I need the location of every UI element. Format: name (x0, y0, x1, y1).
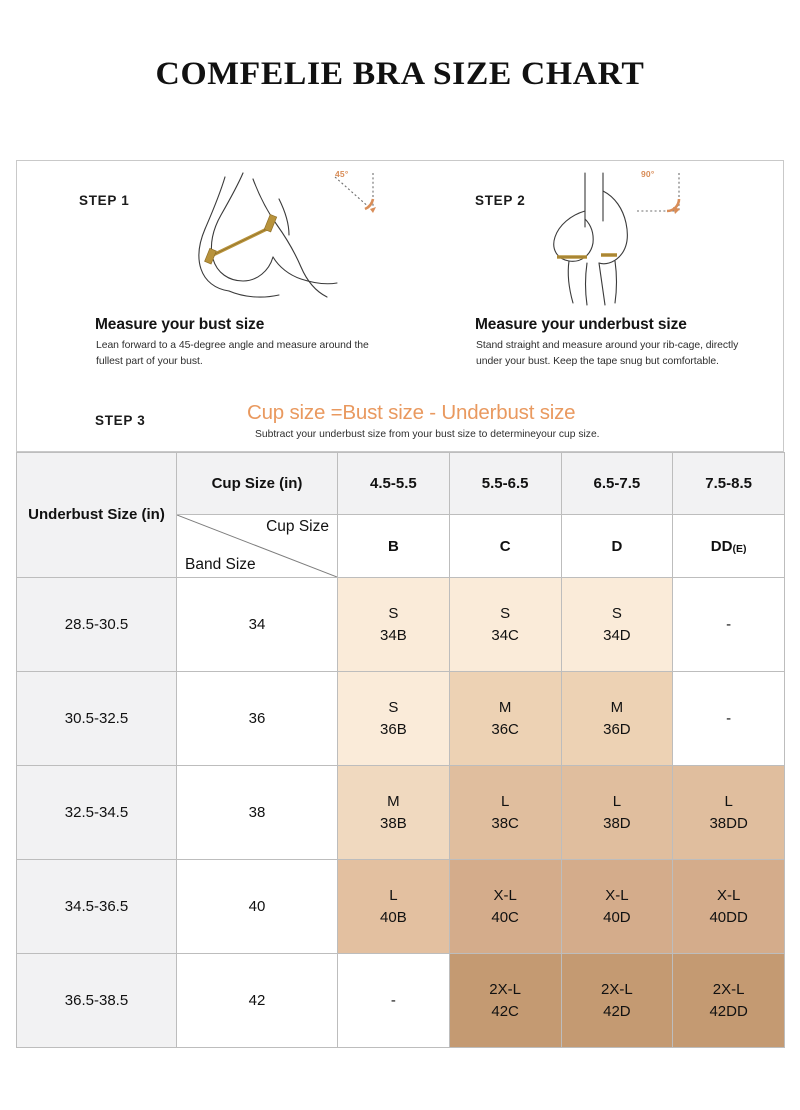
header-cup-letter-3-text: DD (710, 537, 733, 555)
page-title: COMFELIE BRA SIZE CHART (155, 56, 645, 92)
table-row (17, 672, 785, 766)
header-split-band-label: Band Size (185, 556, 256, 573)
step-2-description: Stand straight and measure around your rib-cage, directly under your bust. Keep the tape snug but comfortable. (476, 340, 739, 367)
cell-underbust: 34.5-36.5 (17, 860, 177, 954)
cell-bra-size: 42DD (709, 1002, 748, 1020)
table-row (17, 766, 785, 860)
cell-band-size: 42 (177, 954, 338, 1048)
cell-size (561, 578, 673, 672)
cell-bra-size: 38D (603, 814, 631, 832)
cell-underbust: 28.5-30.5 (17, 578, 177, 672)
table-row (17, 954, 785, 1048)
table-body (17, 578, 785, 1048)
cell-band-size: 34 (177, 578, 338, 672)
header-cup-range-1: 5.5-6.5 (449, 453, 561, 515)
header-cup-range-3: 7.5-8.5 (673, 453, 785, 515)
cell-bra-size: 40B (380, 908, 407, 926)
step-1-description: Lean forward to a 45-degree angle and measure around the fullest part of your bust. (96, 340, 369, 367)
cell-size (449, 672, 561, 766)
table-header (17, 453, 785, 578)
cell-bra-size: 40C (491, 908, 519, 926)
cell-size-letter: M (610, 699, 624, 717)
header-cup-range-2: 6.5-7.5 (561, 453, 673, 515)
cell-band-size: 36 (177, 672, 338, 766)
cell-size (338, 578, 450, 672)
header-cup-size-in: Cup Size (in) (177, 453, 338, 515)
step-2-column (401, 161, 785, 393)
angle-90-label: 90° (641, 169, 655, 179)
cell-size-letter: L (724, 793, 733, 811)
cell-size (338, 766, 450, 860)
torso-bust-measure-illustration (167, 171, 347, 316)
cell-size-letter: M (387, 793, 400, 811)
size-table (16, 452, 785, 1048)
angle-45-label: 45° (335, 169, 349, 179)
cell-size (338, 672, 450, 766)
cell-bra-size: 34C (491, 626, 519, 644)
cell-size-empty: - (338, 954, 450, 1048)
cell-size-letter: 2X-L (601, 981, 633, 999)
cell-size (338, 860, 450, 954)
cell-underbust: 36.5-38.5 (17, 954, 177, 1048)
cell-size-letter: 2X-L (489, 981, 521, 999)
header-cup-letter-0: B (338, 515, 450, 578)
header-underbust-size: Underbust Size (in) (17, 453, 177, 578)
cell-size-empty: - (673, 672, 785, 766)
cell-underbust: 32.5-34.5 (17, 766, 177, 860)
cell-size (673, 766, 785, 860)
cell-size-letter: M (498, 699, 512, 717)
cell-size-letter: 2X-L (712, 981, 745, 999)
cell-size (449, 766, 561, 860)
cup-size-formula: Cup size =Bust size - Underbust size (247, 401, 576, 424)
table-row (17, 860, 785, 954)
steps-card (16, 160, 784, 452)
cell-size-letter: X-L (493, 887, 517, 905)
step-2-label: STEP 2 (475, 193, 526, 208)
cell-bra-size: 38DD (709, 814, 748, 832)
cell-size-letter: S (388, 699, 399, 717)
cell-bra-size: 34B (380, 626, 407, 644)
step-1-label: STEP 1 (79, 193, 130, 208)
step-3-label: STEP 3 (95, 413, 146, 428)
header-cup-letter-3-subscript: (E) (732, 542, 747, 555)
cup-size-formula-note: Subtract your underbust size from your bust size to determineyour cup size. (255, 429, 600, 440)
header-cup-letter-2: D (561, 515, 673, 578)
step-1-column (17, 161, 401, 393)
cell-size (449, 578, 561, 672)
cell-size-empty: - (673, 578, 785, 672)
header-split-cup-band (177, 515, 338, 578)
cell-size-letter: S (611, 605, 622, 623)
cell-band-size: 38 (177, 766, 338, 860)
cell-bra-size: 38C (491, 814, 519, 832)
cell-size (449, 860, 561, 954)
cell-bra-size: 34D (603, 626, 631, 644)
cell-bra-size: 36C (491, 720, 519, 738)
header-split-cup-label: Cup Size (266, 518, 329, 535)
cell-bra-size: 42D (603, 1002, 631, 1020)
cell-size-letter: L (500, 793, 510, 811)
cell-size-letter: L (612, 793, 622, 811)
cell-size (561, 954, 673, 1048)
cell-size-letter: S (500, 605, 511, 623)
header-cup-range-0: 4.5-5.5 (338, 453, 450, 515)
cell-bra-size: 42C (491, 1002, 519, 1020)
cell-size (449, 954, 561, 1048)
angle-45-icon (329, 169, 383, 224)
cell-size (673, 954, 785, 1048)
header-cup-letter-1: C (449, 515, 561, 578)
cell-size (561, 860, 673, 954)
cell-size-letter: S (388, 605, 399, 623)
cell-size (561, 672, 673, 766)
cell-bra-size: 38B (380, 814, 407, 832)
cell-size-letter: X-L (605, 887, 629, 905)
cell-bra-size: 36B (380, 720, 407, 738)
header-cup-letter-3 (673, 515, 785, 578)
cell-bra-size: 40DD (709, 908, 748, 926)
step-1-heading: Measure your bust size (95, 316, 265, 333)
cell-underbust: 30.5-32.5 (17, 672, 177, 766)
cell-size (561, 766, 673, 860)
cell-size (673, 860, 785, 954)
cell-bra-size: 40D (603, 908, 631, 926)
cell-band-size: 40 (177, 860, 338, 954)
header-row-ranges (17, 453, 785, 515)
table-row (17, 578, 785, 672)
step-2-heading: Measure your underbust size (475, 316, 687, 333)
cell-size-letter: X-L (716, 887, 741, 905)
cell-bra-size: 36D (603, 720, 631, 738)
angle-90-icon (633, 169, 689, 224)
cell-size-letter: L (389, 887, 398, 905)
